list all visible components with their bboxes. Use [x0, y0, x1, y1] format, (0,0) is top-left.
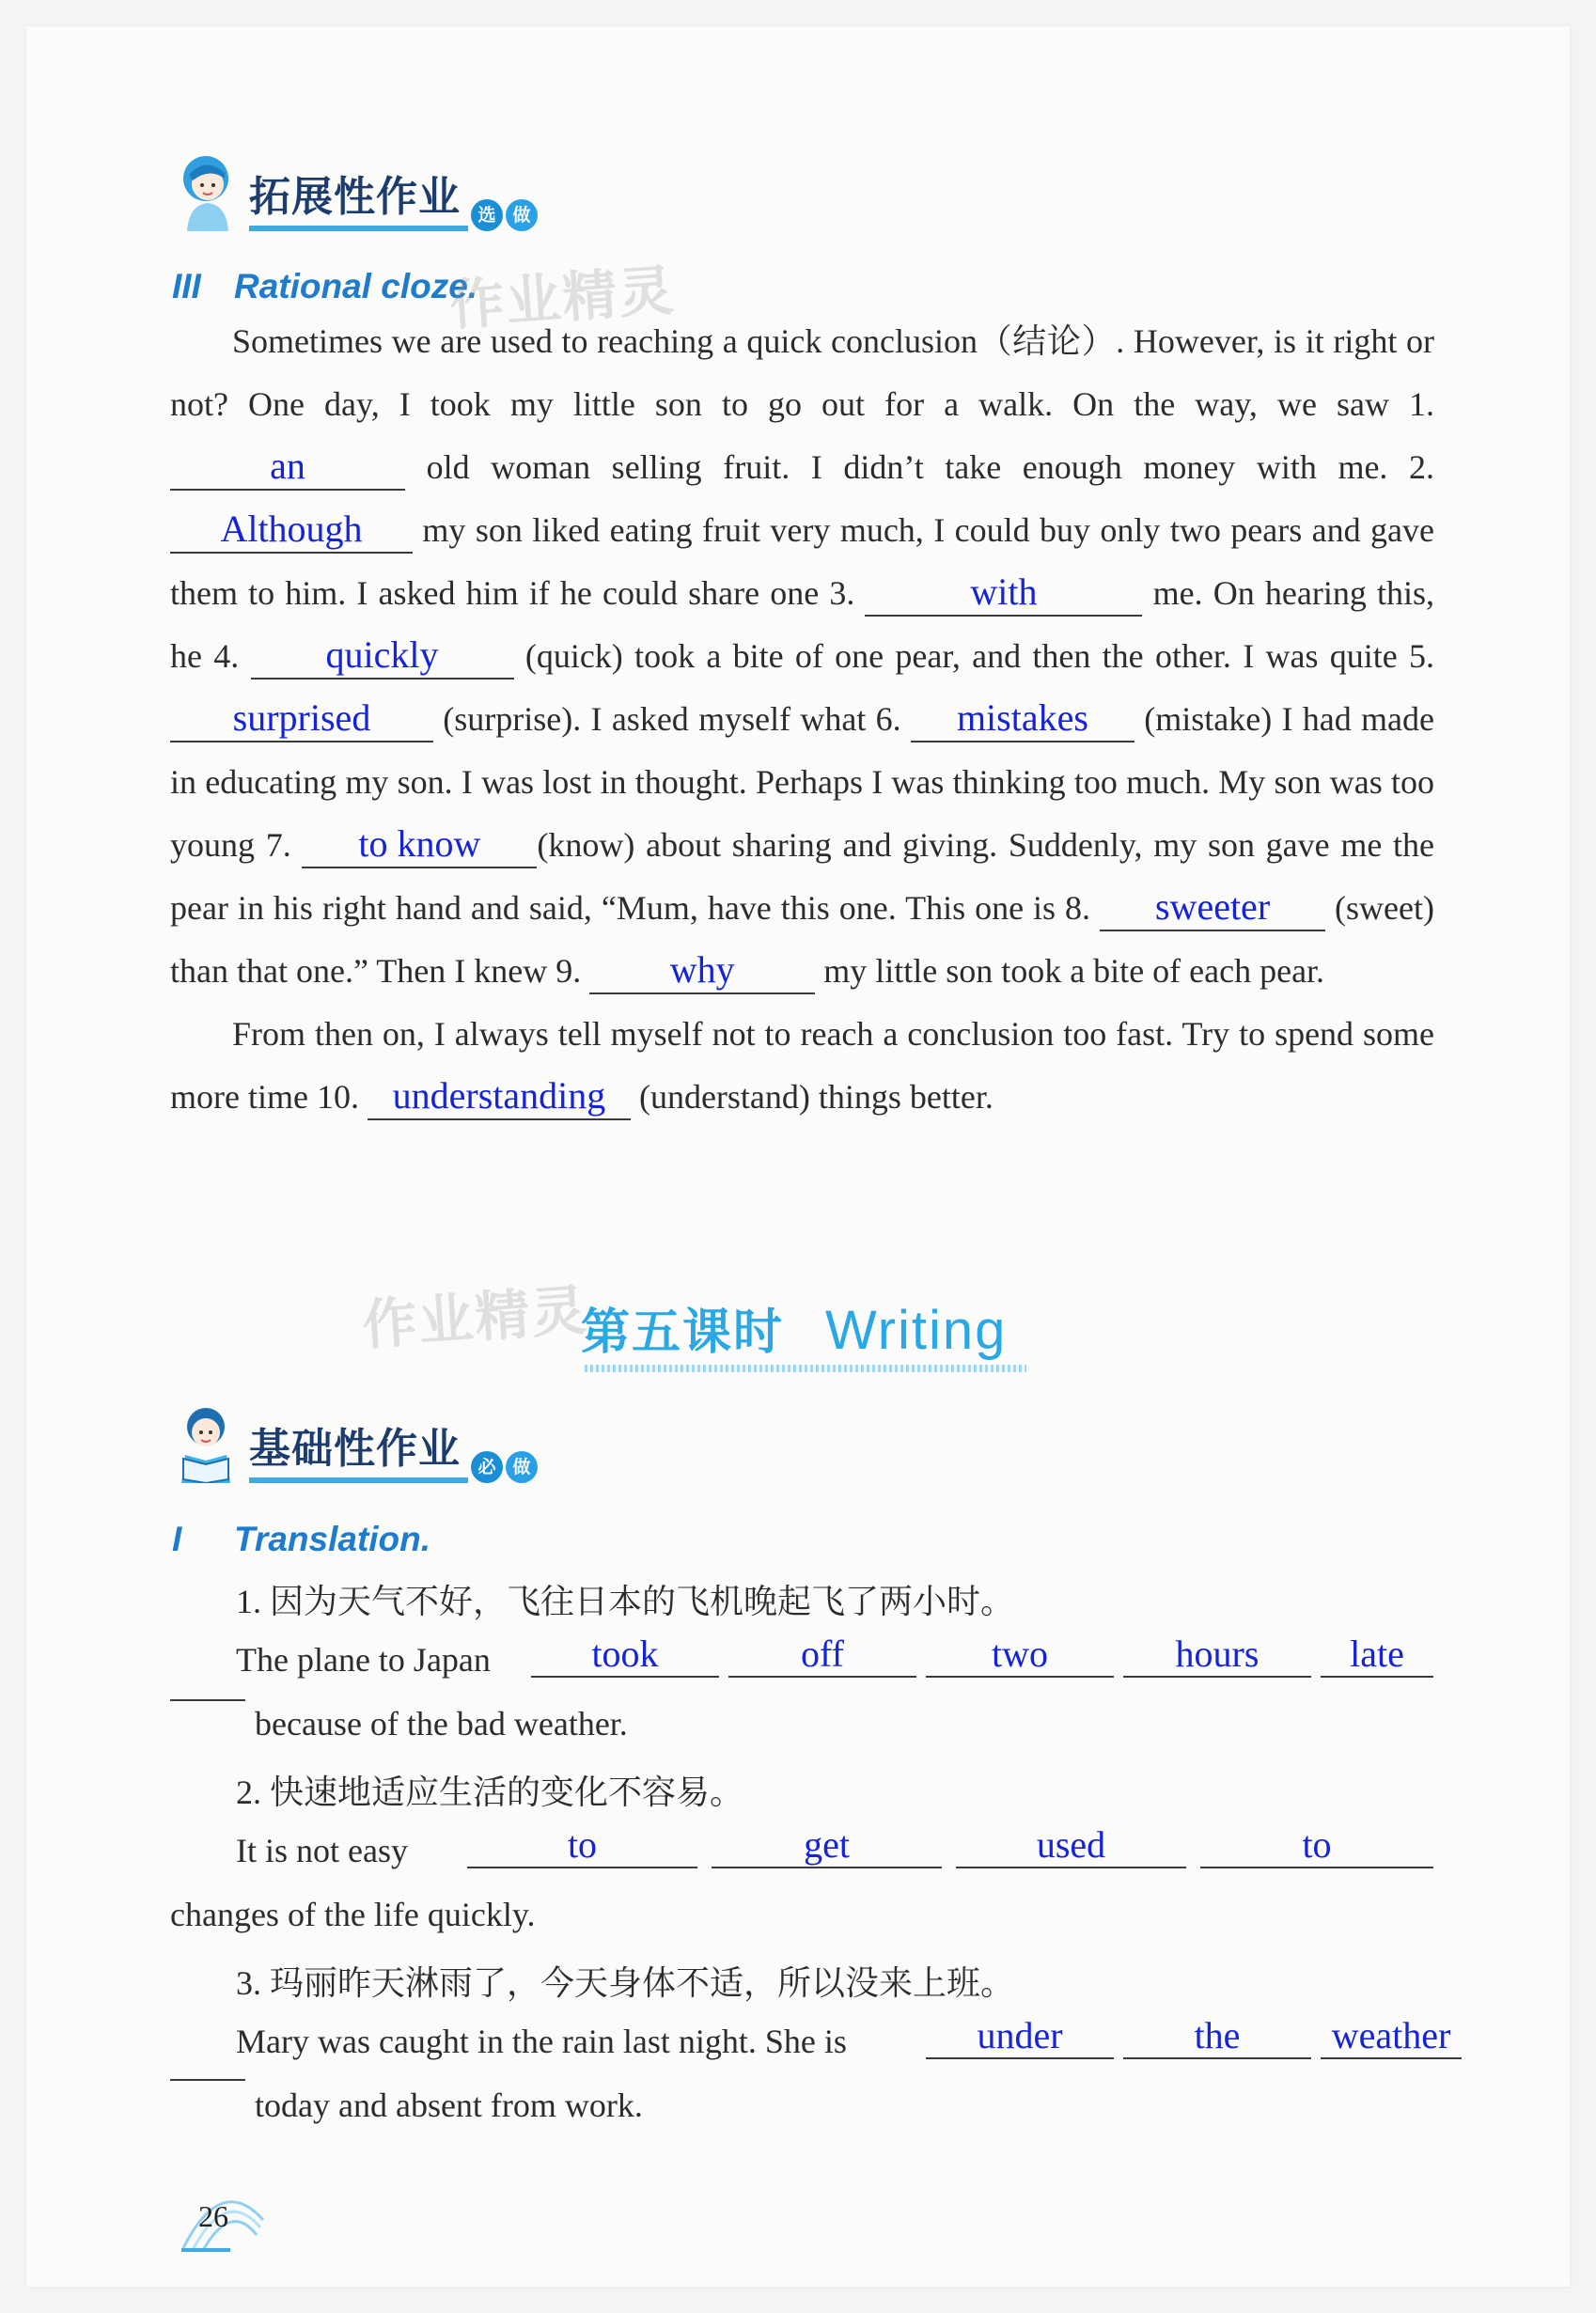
question-english-suffix: changes of the life quickly. [170, 1896, 536, 1933]
answer-blank[interactable]: off [728, 1633, 916, 1678]
exercise-title: Rational cloze. [234, 267, 478, 305]
exercise-number: I [172, 1520, 182, 1558]
answer-blank[interactable]: took [531, 1633, 719, 1678]
exercise-heading [172, 267, 477, 306]
answer-blank[interactable]: with [865, 570, 1142, 617]
answer-blank[interactable]: understanding [368, 1073, 631, 1120]
answer-blank[interactable]: to [467, 1823, 697, 1868]
section-header-extension [172, 150, 538, 231]
badge-optional: 选 [471, 199, 503, 231]
lesson-title-cn: 第五课时 [581, 1305, 785, 1361]
answer-blank[interactable]: mistakes [911, 695, 1134, 742]
answer-blank[interactable]: late [1321, 1633, 1433, 1678]
boy-reading-mascot-icon [172, 1402, 242, 1483]
answer-blank[interactable]: the [1123, 2014, 1311, 2059]
answer-blank[interactable]: to [1200, 1823, 1433, 1868]
answer-blank[interactable]: under [926, 2014, 1114, 2059]
answer-blank-continued[interactable] [170, 2079, 245, 2081]
answer-blank[interactable]: weather [1321, 2014, 1462, 2059]
badge-required: 必 [471, 1451, 503, 1483]
exercise-heading [172, 1520, 430, 1559]
answer-blank[interactable]: why [589, 947, 815, 994]
answer-blank[interactable]: two [926, 1633, 1114, 1678]
girl-mascot-icon [172, 150, 242, 231]
watermark: 作业精灵 [360, 1277, 590, 1358]
answer-blank[interactable]: surprised [170, 695, 433, 742]
answer-blank-continued[interactable] [170, 1699, 245, 1701]
answer-blank[interactable]: Although [170, 507, 413, 554]
question-chinese: 3. 玛丽昨天淋雨了，今天身体不适，所以没来上班。 [236, 1964, 1015, 2002]
question-english-suffix: today and absent from work. [255, 2086, 643, 2124]
answer-blank[interactable]: quickly [251, 633, 514, 680]
question-english-prompt: It is not easy [236, 1832, 408, 1869]
section-title: 拓展性作业 [249, 171, 468, 231]
cloze-paragraph: From then on, I always tell myself not to reach a conclusion too fast. Try to spend some more time 10. understanding (understand) things better. [170, 1003, 1434, 1129]
question-english-prompt: Mary was caught in the rain last night. She is [236, 2023, 847, 2060]
lesson-title-underline [585, 1365, 1026, 1372]
question-chinese: 2. 快速地适应生活的变化不容易。 [236, 1774, 744, 1811]
badge-do: 做 [506, 199, 538, 231]
exercise-title: Translation. [234, 1520, 431, 1558]
answer-blank[interactable]: sweeter [1100, 884, 1325, 931]
question-english-prompt: The plane to Japan [236, 1641, 491, 1679]
question-english-suffix: because of the bad weather. [255, 1705, 628, 1743]
answer-blank[interactable]: hours [1123, 1633, 1311, 1678]
cloze-paragraph: Sometimes we are used to reaching a quick conclusion（结论）. However, is it right or not? One day, I took my little son to go out for a walk. On the way, we saw 1. an old woman selling fruit. I didn’t take enough money with me. 2. Although my son liked eating fruit very much, I could buy only two pears and gave them to him. I asked him if he could share one 3. with me. On hearing this, he 4. quickly (quick) took a bite of one pear, and then the other. I was quite 5. surprised (surprise). I asked myself what 6. mistakes (mistake) I had made in educating my son. I was lost in thought. Perhaps I was thinking too much. My son was too young 7. to know (know) about sharing and giving. Suddenly, my son gave me the pear in his right hand and said, “Mum, have this one. This one is 8. sweeter (sweet) than that one.” Then I knew 9. why my little son took a bite of each pear. [170, 310, 1434, 1003]
section-header-basic [172, 1402, 538, 1483]
page-number-text: 26 [198, 2199, 228, 2233]
answer-blank[interactable]: used [956, 1823, 1186, 1868]
lesson-title-en: Writing [825, 1300, 1008, 1361]
cloze-passage [170, 310, 1434, 1129]
question-chinese: 1. 因为天气不好，飞往日本的飞机晚起飞了两小时。 [236, 1583, 1015, 1620]
answer-blank[interactable]: get [712, 1823, 942, 1868]
answer-blank[interactable]: to know [302, 821, 537, 868]
lesson-title [581, 1292, 1007, 1363]
watermark: 作业精灵 [447, 258, 678, 338]
section-title: 基础性作业 [249, 1423, 468, 1483]
answer-blank[interactable]: an [170, 444, 405, 491]
badge-do: 做 [506, 1451, 538, 1483]
page-number [174, 2182, 268, 2258]
exercise-number: III [172, 267, 201, 305]
